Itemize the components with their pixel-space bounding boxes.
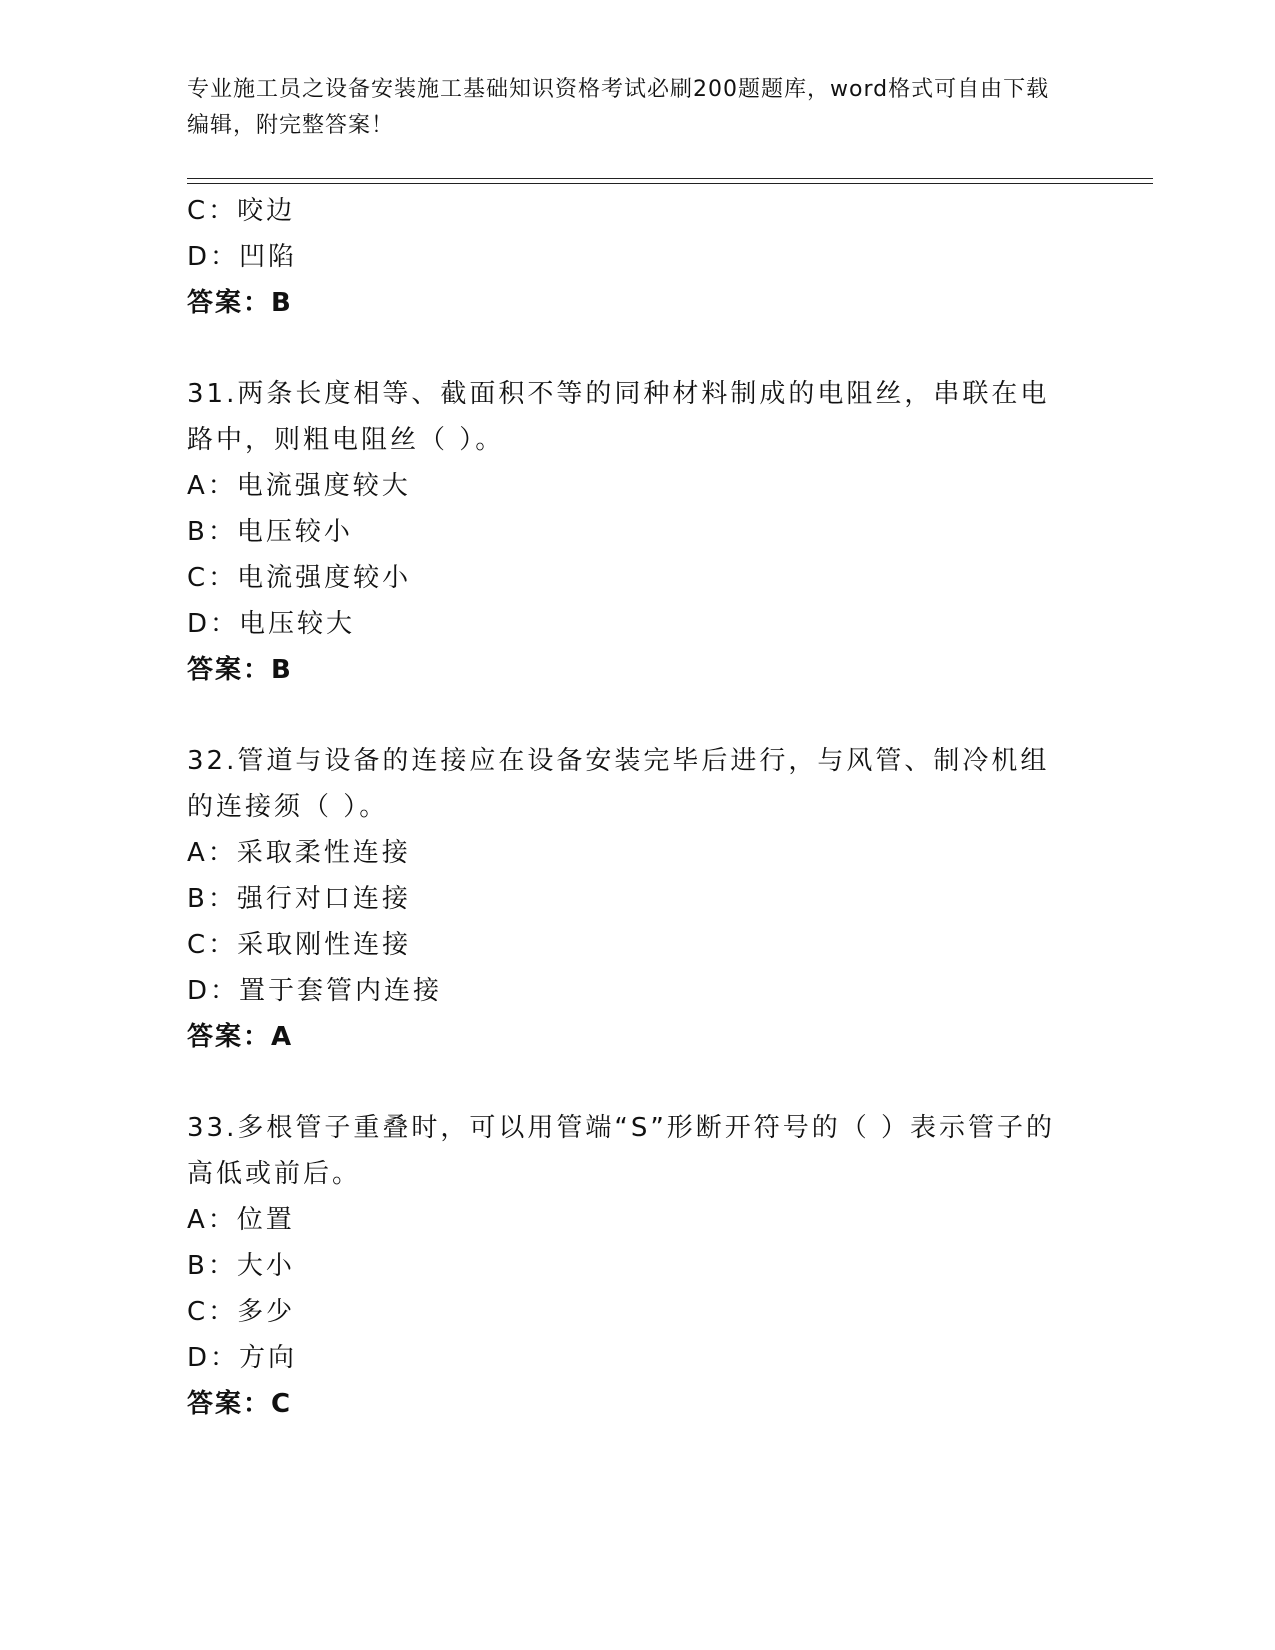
option-b: B：大小 <box>187 1251 295 1281</box>
question-block-33 <box>187 1105 1067 1427</box>
option-d: D：方向 <box>187 1343 298 1373</box>
question-list <box>187 188 1067 1427</box>
option-d: D：凹陷 <box>187 242 298 272</box>
option-c: C：电流强度较小 <box>187 563 412 593</box>
option-a: A：电流强度较大 <box>187 471 411 501</box>
answer-line: 答案：B <box>187 288 293 318</box>
answer-line: 答案：C <box>187 1389 293 1419</box>
option-a: A：采取柔性连接 <box>187 838 411 868</box>
question-stem: 32.管道与设备的连接应在设备安装完毕后进行，与风管、制冷机组的连接须（ ）。 <box>187 746 1050 822</box>
spacer <box>187 693 1067 738</box>
header-divider-bottom <box>187 183 1153 184</box>
question-block-32 <box>187 738 1067 1060</box>
option-d: D：置于套管内连接 <box>187 976 443 1006</box>
spacer <box>187 1060 1067 1105</box>
continued-question-block <box>187 188 1067 326</box>
option-d: D：电压较大 <box>187 609 356 639</box>
question-block-31 <box>187 371 1067 693</box>
option-c: C：咬边 <box>187 196 296 226</box>
answer-line: 答案：B <box>187 655 293 685</box>
option-c: C：多少 <box>187 1297 296 1327</box>
option-b: B：电压较小 <box>187 517 353 547</box>
question-stem: 33.多根管子重叠时，可以用管端“S”形断开符号的（ ）表示管子的高低或前后。 <box>187 1113 1056 1189</box>
document-header: 专业施工员之设备安装施工基础知识资格考试必刷200题题库，word格式可自由下载编辑，附完整答案！ <box>187 77 1050 138</box>
option-b: B：强行对口连接 <box>187 884 411 914</box>
header-divider-top <box>187 178 1153 179</box>
option-a: A：位置 <box>187 1205 295 1235</box>
spacer <box>187 326 1067 371</box>
option-c: C：采取刚性连接 <box>187 930 412 960</box>
question-stem: 31.两条长度相等、截面积不等的同种材料制成的电阻丝，串联在电路中，则粗电阻丝（ ）。 <box>187 379 1050 455</box>
answer-line: 答案：A <box>187 1022 294 1052</box>
